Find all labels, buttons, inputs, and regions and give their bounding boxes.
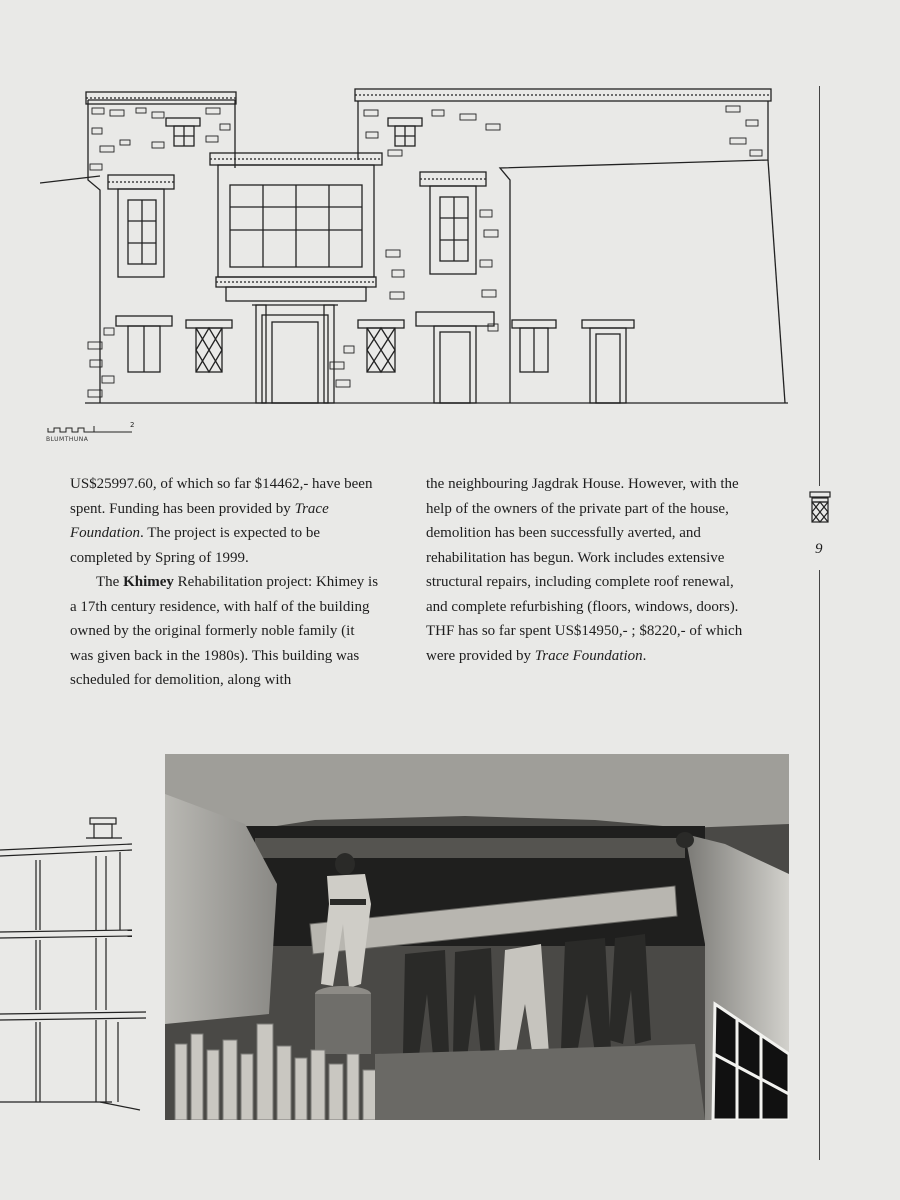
construction-photo — [165, 754, 789, 1120]
right-column — [426, 472, 746, 668]
scale-mark: 2 — [130, 421, 135, 429]
margin-rule-top — [819, 86, 820, 486]
text-run: the neighbouring Jagdrak House. However, with the help of the owners of the private part of the house, demolition has been successfully averted, and rehabilitation has begun. Work includes extensive structural repairs, including complete roof renewal, and complete refurbishing (floors, windows, doors). THF has so far spent US$14950,- ; $8220,- of which were provided by — [426, 476, 743, 664]
margin-rule-bottom — [819, 570, 820, 1160]
text-run: . The project is expected to be completed by Spring of 1999. — [70, 525, 321, 566]
page-number: 9 — [815, 541, 823, 557]
building-section-drawing — [0, 810, 150, 1115]
italic-text: Trace Foundation — [70, 500, 329, 541]
text-run: Rehabilitation project: Khimey is a 17th century residence, with half of the building owned by the original formerly noble family (it was given back in the 1980s). This building was scheduled for demolition, along with — [70, 574, 379, 688]
facade-elevation-drawing — [40, 80, 790, 440]
bold-text: Khimey — [123, 574, 174, 590]
left-paragraph-1 — [70, 472, 380, 570]
text-run: US$25997.60, of which so far $14462,- have been spent. Funding has been provided by — [70, 476, 373, 517]
text-run: The — [96, 574, 124, 590]
left-paragraph-2 — [70, 570, 380, 693]
left-column — [70, 472, 380, 693]
italic-text: Trace Foundation — [534, 647, 643, 664]
scale-label: BLUMTHUNA — [46, 436, 89, 443]
window-icon — [809, 490, 831, 534]
right-paragraph-1 — [426, 472, 746, 668]
text-run: . — [642, 647, 647, 664]
